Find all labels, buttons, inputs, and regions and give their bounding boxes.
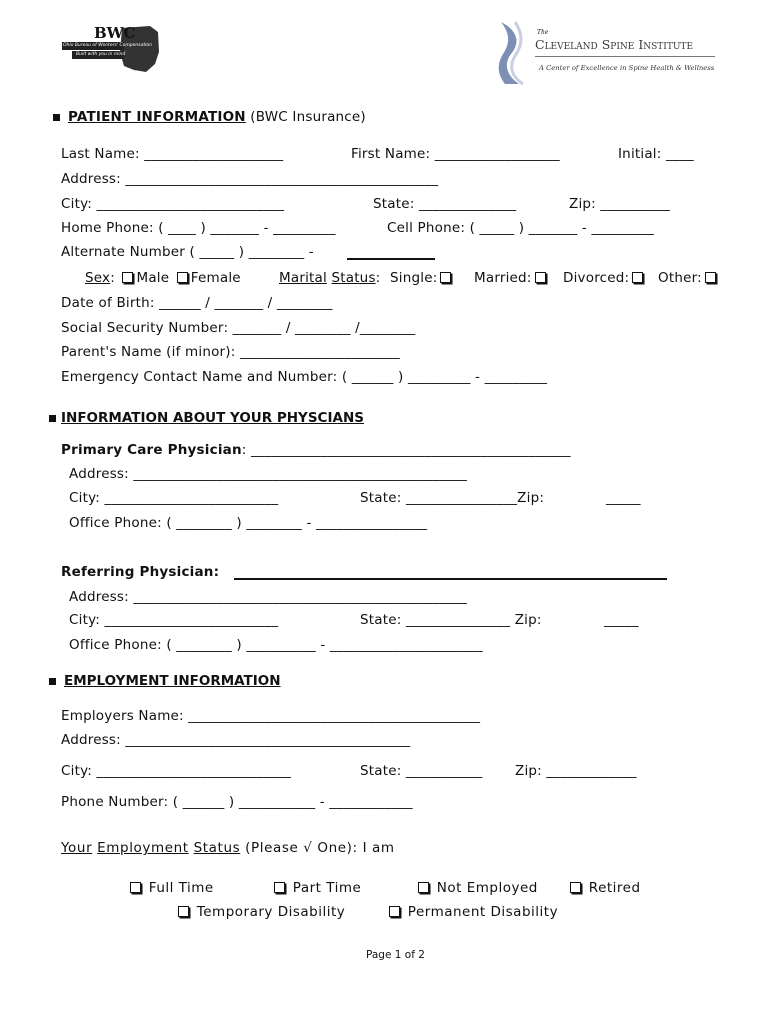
employment-heading: EMPLOYMENT INFORMATION — [64, 673, 281, 689]
referring-zip-field[interactable]: _____ — [604, 612, 639, 628]
bwc-tagline-1: Ohio Bureau of Workers' Compensation — [63, 43, 152, 48]
csi-the: The — [537, 29, 549, 36]
married-option[interactable]: Married: — [474, 270, 549, 286]
bullet-square-icon — [49, 415, 56, 422]
emergency-contact-field[interactable]: Emergency Contact Name and Number: ( ______ ) _________ - _________ — [61, 369, 548, 385]
part-time-checkbox[interactable] — [274, 882, 285, 893]
employer-city-field[interactable]: City: ____________________________ — [61, 763, 292, 779]
referring-city-field[interactable]: City: _________________________ — [69, 612, 279, 628]
alternate-number-field[interactable]: Alternate Number ( _____ ) ________ - — [61, 244, 314, 260]
parent-name-field[interactable]: Parent's Name (if minor): _______________________ — [61, 344, 400, 360]
not-employed-option[interactable]: Not Employed — [415, 880, 538, 896]
temporary-disability-option[interactable]: Temporary Disability — [175, 904, 345, 920]
part-time-option[interactable]: Part Time — [271, 880, 361, 896]
bullet-square-icon — [53, 114, 60, 121]
divorced-checkbox[interactable] — [632, 272, 643, 283]
employer-address-field[interactable]: Address: _________________________________________ — [61, 732, 411, 748]
permanent-disability-option[interactable]: Permanent Disability — [386, 904, 558, 920]
patient-heading: PATIENT INFORMATION (BWC Insurance) — [68, 109, 366, 125]
primary-physician-field[interactable]: Primary Care Physician: ______________________________________________ — [61, 442, 571, 458]
primary-zip-field[interactable]: _____ — [606, 490, 641, 506]
employer-zip-field[interactable]: Zip: _____________ — [515, 763, 637, 779]
primary-phone-field[interactable]: Office Phone: ( ________ ) ________ - ________________ — [69, 515, 428, 531]
divorced-option[interactable]: Divorced: — [563, 270, 646, 286]
female-checkbox[interactable] — [177, 272, 188, 283]
full-time-option[interactable]: Full Time — [127, 880, 214, 896]
sex-row: Sex: Male Female — [85, 270, 241, 286]
employer-phone-field[interactable]: Phone Number: ( ______ ) ___________ - ____________ — [61, 794, 413, 810]
page-number: Page 1 of 2 — [366, 949, 425, 961]
dob-field[interactable]: Date of Birth: ______ / _______ / ________ — [61, 295, 333, 311]
retired-checkbox[interactable] — [570, 882, 581, 893]
physicians-heading: INFORMATION ABOUT YOUR PHYSCIANS — [61, 410, 364, 426]
alternate-number-line — [347, 258, 435, 260]
referring-address-field[interactable]: Address: ________________________________________________ — [69, 589, 468, 605]
csi-name: Cleveland Spine Institute — [535, 37, 694, 52]
primary-city-field[interactable]: City: _________________________ — [69, 490, 279, 506]
address-field[interactable]: Address: _____________________________________________ — [61, 171, 439, 187]
single-checkbox[interactable] — [440, 272, 451, 283]
referring-physician-line[interactable] — [234, 578, 667, 580]
permanent-disability-checkbox[interactable] — [389, 906, 400, 917]
married-checkbox[interactable] — [535, 272, 546, 283]
ssn-field[interactable]: Social Security Number: _______ / ________ /________ — [61, 320, 416, 336]
bwc-logo — [60, 22, 165, 74]
primary-state-field[interactable]: State: ________________Zip: — [360, 490, 545, 506]
csi-logo — [497, 20, 722, 90]
other-checkbox[interactable] — [705, 272, 716, 283]
temporary-disability-checkbox[interactable] — [178, 906, 189, 917]
retired-option[interactable]: Retired — [567, 880, 641, 896]
primary-address-field[interactable]: Address: ________________________________________________ — [69, 466, 468, 482]
last-name-field[interactable]: Last Name: ____________________ — [61, 146, 284, 162]
bwc-wordmark: BWC — [94, 24, 136, 42]
bwc-tagline-2: Built with you in mind — [76, 52, 126, 57]
city-field[interactable]: City: ___________________________ — [61, 196, 285, 212]
employment-status-prompt: Your Employment Status (Please √ One): I am — [61, 840, 395, 856]
csi-tagline: A Center of Excellence in Spine Health & Wellness — [539, 64, 715, 72]
other-option[interactable]: Other: — [658, 270, 719, 286]
referring-state-field[interactable]: State: _______________ Zip: — [360, 612, 542, 628]
cell-phone-field[interactable]: Cell Phone: ( _____ ) _______ - _________ — [387, 220, 654, 236]
zip-field[interactable]: Zip: __________ — [569, 196, 670, 212]
male-checkbox[interactable] — [122, 272, 133, 283]
first-name-field[interactable]: First Name: __________________ — [351, 146, 560, 162]
spine-icon — [497, 20, 527, 86]
single-option[interactable]: Single: — [390, 270, 454, 286]
initial-field[interactable]: Initial: ____ — [618, 146, 694, 162]
employer-state-field[interactable]: State: ___________ — [360, 763, 483, 779]
bullet-square-icon — [49, 678, 56, 685]
marital-status-label: Marital Status: — [279, 270, 381, 286]
employer-name-field[interactable]: Employers Name: __________________________________________ — [61, 708, 481, 724]
state-field[interactable]: State: ______________ — [373, 196, 517, 212]
home-phone-field[interactable]: Home Phone: ( ____ ) _______ - _________ — [61, 220, 336, 236]
referring-phone-field[interactable]: Office Phone: ( ________ ) __________ - ______________________ — [69, 637, 483, 653]
full-time-checkbox[interactable] — [130, 882, 141, 893]
not-employed-checkbox[interactable] — [418, 882, 429, 893]
referring-physician-label: Referring Physician: — [61, 564, 220, 580]
